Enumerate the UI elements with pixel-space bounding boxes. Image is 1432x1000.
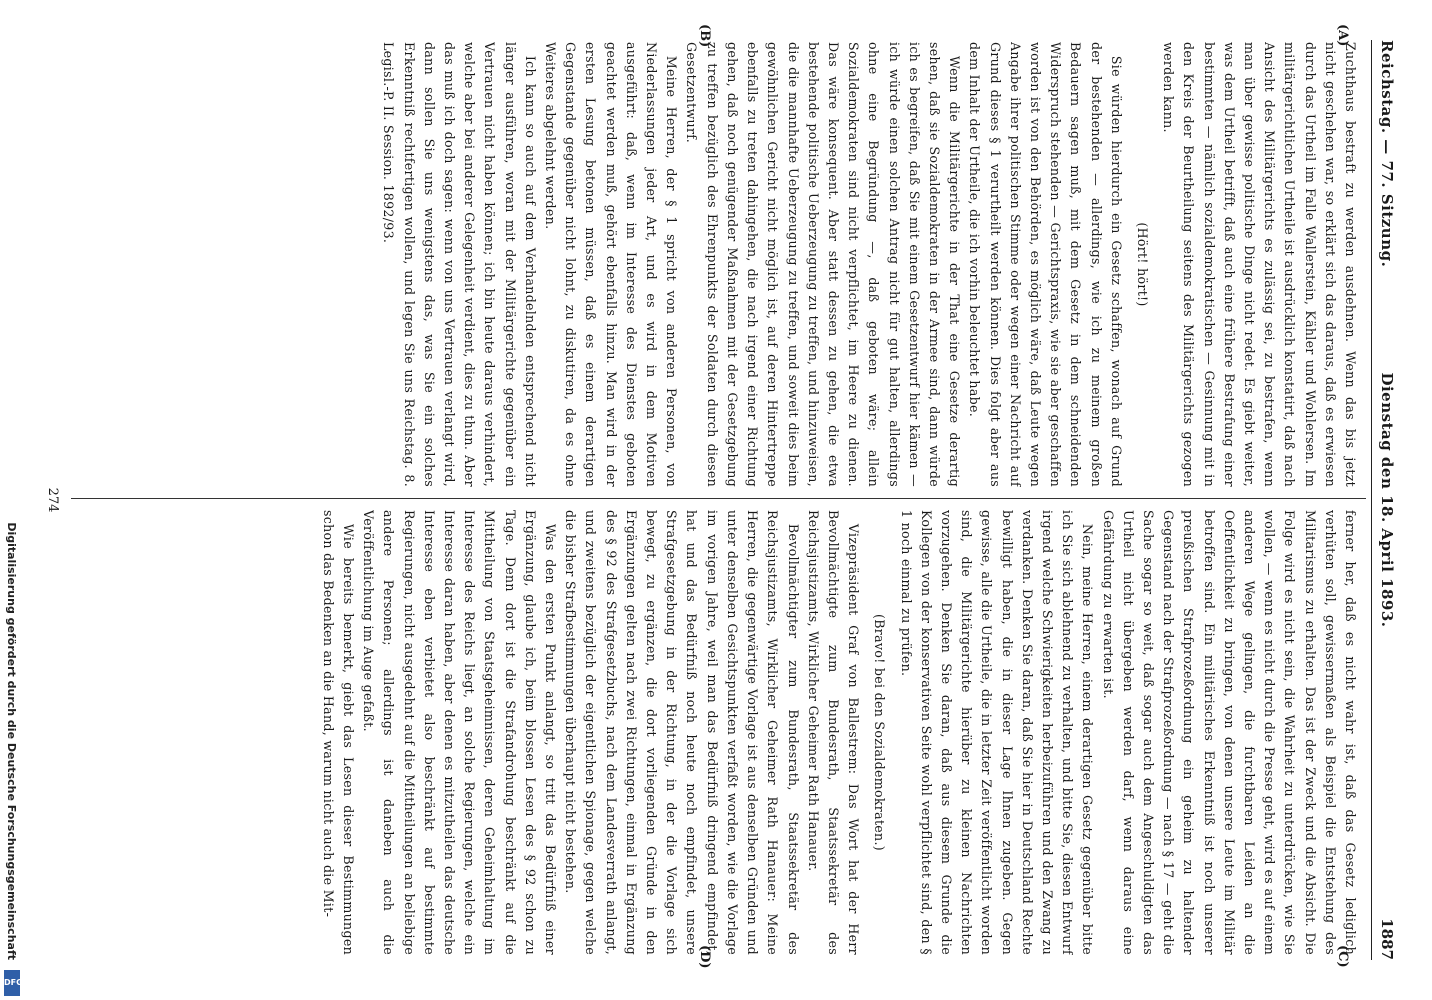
interjection: (Bravo! bei den Sozialdemokraten.) [872, 614, 888, 851]
page-header [1371, 40, 1396, 960]
margin-marker-a: (A) [1335, 24, 1350, 47]
footer-page-number: 274 [45, 487, 60, 513]
header-session: Reichstag. — 77. Sitzung. [1378, 40, 1396, 268]
margin-marker-b: (B) [697, 24, 712, 48]
speaker-paragraph: Vizepräsident Graf von Ballestrem: Das Wort hat der Herr Bevollmächtigte zum Bundesrath, Staatssekretär des Reichsjustizamts, Wirklicher Geheimer Rath Hanauer. [805, 510, 862, 955]
header-date: Dienstag den 18. April 1893. [1378, 372, 1396, 628]
rotated-page-content [42, 24, 1402, 970]
margin-marker-d: (D) [697, 945, 712, 969]
column-divider [71, 498, 1366, 499]
paragraph: ferner her, daß es nicht wahr ist, daß das Gesetz lediglich verhüten soll, gewissermaßen als Beispiel die Entstehung des Militarismus zu erhalten. Das ist der Zweck und die Absicht. Die Folge wird es nicht sein, die Wahrheit zu unterdrücken, wie Sie wollen, — wenn es nicht durch die Presse geht, wird es auf einem anderen Wege gelingen, die furchtbaren Leiden an die Oeffentlichkeit zu bringen, von denen unsere Leute im Militär betroffen sind. Ein militärisches Erkenntniß ist noch unserer preußischen Strafprozeßordnung ein geheim zu haltender Gegenstand nach der Strafprozeßordnung — nach § 17 — geht die Sache sogar so weit, daß sogar auch dem Angeschuldigten das Urtheil nicht übergeben werden darf, wenn daraus eine Gefährdung zu erwarten ist. [1100, 510, 1358, 955]
dfg-logo: DFG [4, 970, 20, 996]
right-column [70, 510, 1360, 955]
credit-text: Digitalisierung gefördert durch die Deutsche Forschungsgemeinschaft [5, 522, 18, 960]
paragraph: Nein, meine Herren, einem derartigen Gesetz gegenüber bitte ich Sie sich ablehnend zu verhalten, und bitte Sie, diesen Entwurf irgend welche Schwierigkeiten herbeizuführen und den Zwang zu verdanken. Denken Sie daran, daß Sie hier in Deutschland Rechte bewilligt haben, die in dieser Lage Ihnen zugeben. Gegen gewisse, alle die Urtheile, die in letzter Zeit veröffentlicht worden sind, die Militärgerichte hierüber zu kleinen Nachrichten vorzugehen. Denken Sie daran, daß aus diesem Grunde die Kollegen von der konservativen Seite wohl verpflichtet sind, den § 1 noch einmal zu prüfen. [898, 510, 1096, 955]
paragraph: Sie würden hierdurch ein Gesetz schaffen, wonach auf Grund der bestehenden — allerdings, wie ich zu meinem großen Bedauern sagen muß, mit dem Gesetz in dem schneidenden Widerspruch stehenden — Gerichtspraxis, wie sie aber geschaffen worden ist von den Behörden, es möglich wäre, daß Leute wegen Angabe ihrer politischen Stimme oder wegen einer Nachricht auf Grund dieses § 1 verurtheilt werden können. Dies folgt aber aus dem Inhalt der Urtheile, die ich vorhin beleuchtet habe. [967, 42, 1124, 487]
paragraph: Meine Herren, der § 1 spricht von anderen Personen, von Niederlassungen jeder Art, und es wird in dem Motiven ausgeführt: daß, wenn im Interesse des Dienstes geboten geachtet werden muß, gehört ebenfalls hinzu. Man wird in der ersten Lesung betonen müssen, daß es einem derartigen Gegenstande gegenüber nicht lohnt, zu diskutiren, da es ohne Weiteres abgelehnt werden. [543, 42, 680, 487]
interjection: (Hört! hört!) [1134, 222, 1150, 307]
paragraph: Ich kann so auch auf dem Verhandelnden entsprechend nicht länger ausführen, woran mit der Militärgerichte gegenüber ein Vertrauen nicht haben können; ich bin heute daraus verhindert, welche aber bei anderer Gelegenheit verdient, dies zu thun. Aber das muß ich doch sagen: wenn von uns Vertrauen verlangt wird, dann sollen Sie uns wenigstens das, was Sie ein solches Erkenntniß rechtfertigen wollen, und legen Sie uns Reichstag. 8. Legisl.-P. II. Session. 1892/93. [381, 42, 538, 487]
header-page-number: 1887 [1378, 918, 1396, 960]
digitization-credit [4, 30, 23, 987]
paragraph: Zuchthaus bestraft zu werden ausdehnen. Wenn das bis jetzt nicht geschehen war, so erklärt sich das daraus, daß es erwiesen durch das Urtheil im Falle Wallerstein, Kähler und Wohlersen. Im militärgerichtlichen Urtheile ist ausdrücklich konstatirt, daß nach Ansicht des Militärgerichts es zulässig sei, zu bestrafen, wenn man über gewisse politische Dinge nicht redet. Es giebt weiter, was dem Urtheil betrifft, daß auch eine frühere Bestrafung einer bestimmten — nämlich sozialdemokratischen — Gesinnung mit in den Kreis der Beurtheilung seitens des Militärgerichts gezogen werden kann. [1161, 42, 1358, 487]
margin-marker-c: (C) [1335, 945, 1350, 968]
paragraph: Was den ersten Punkt anlangt, so tritt das Bedürfniß einer Ergänzung, glaube ich, beim blossen Lesen des § 92 schon zu Tage. Denn dort ist die Strafandrohung beschränkt auf die Mittheilung von Staatsgeheimnissen, deren Geheimhaltung im Interesse des Reichs liegt, an solche Regierungen, welche ein Interesse daran haben, aber denen es mitzutheilen das deutsche Interesse eben verbietet also beschränkt auf bestimmte Regierungen, nicht ausgedehnt auf die Mittheilungen an beliebige andere Personen; allerdings ist daneben auch die Veröffentlichung im Auge gefaßt. [361, 510, 559, 955]
speaker-paragraph: Bevollmächtigter zum Bundesrath, Staatssekretär des Reichsjustizamts, Wirklicher Geheimer Rath Hanauer: Meine Herren, die gegenwärtige Vorlage ist aus denselben Gründen und unter denselben Gesichtspunkten verfaßt worden, wie die Vorlage im vorigen Jahre, weil man das Bedürfniß dringend empfindet, hat und das Bedürfniß noch heute noch empfindet, unsere Strafgesetzgebung in der Richtung, in der die Vorlage sich bewegt, zu ergänzen, die dort vorliegenden Gründe in den Ergänzungen gelten nach zwei Richtungen, einmal in Ergänzung des § 92 des Strafgesetzbuchs, nach dem Landesverrath anlangt, und zweitens bezüglich der eigentlichen Spionage, gegen welche die bisher Strafbestimmungen überhaupt nicht bestehen. [563, 510, 801, 955]
paragraph: Wenn die Militärgerichte in der That eine Gesetze derartig sehen, daß sie Sozialdemokraten in der Armee sind, dann würde ich es begreifen, daß Sie mit einem Gesetzentwurf hier kämen — ich würde einen solchen Antrag nicht für gut halten, allerdings ohne eine Begründung —, daß geboten wäre; allein Sozialdemokraten sind nicht verpflichtet, im Heere zu dienen. Das wäre konsequent. Aber statt dessen zu gehen, die etwa bestehende politische Ueberzeugung zu treffen, und hinzuweisen, die die mannhafte Ueberzeugung zu treffen, und soweit dies beim gewöhnlichen Gericht nicht möglich ist, auf deren Hintertreppe ebenfalls zu treten dahingehen, die nach irgend einer Richtung gehen, daß noch genügender Maßnahmen mit der Gesetzgebung zu treffen bezüglich des Ehrenpunkts der Soldaten durch diesen Gesetzentwurf. [684, 42, 963, 487]
paragraph: Wie bereits bemerkt, giebt das Lesen dieser Bestimmungen schon das Bedenken an die Hand, warum nicht auch die Mit- [320, 510, 357, 955]
left-column [70, 42, 1360, 487]
